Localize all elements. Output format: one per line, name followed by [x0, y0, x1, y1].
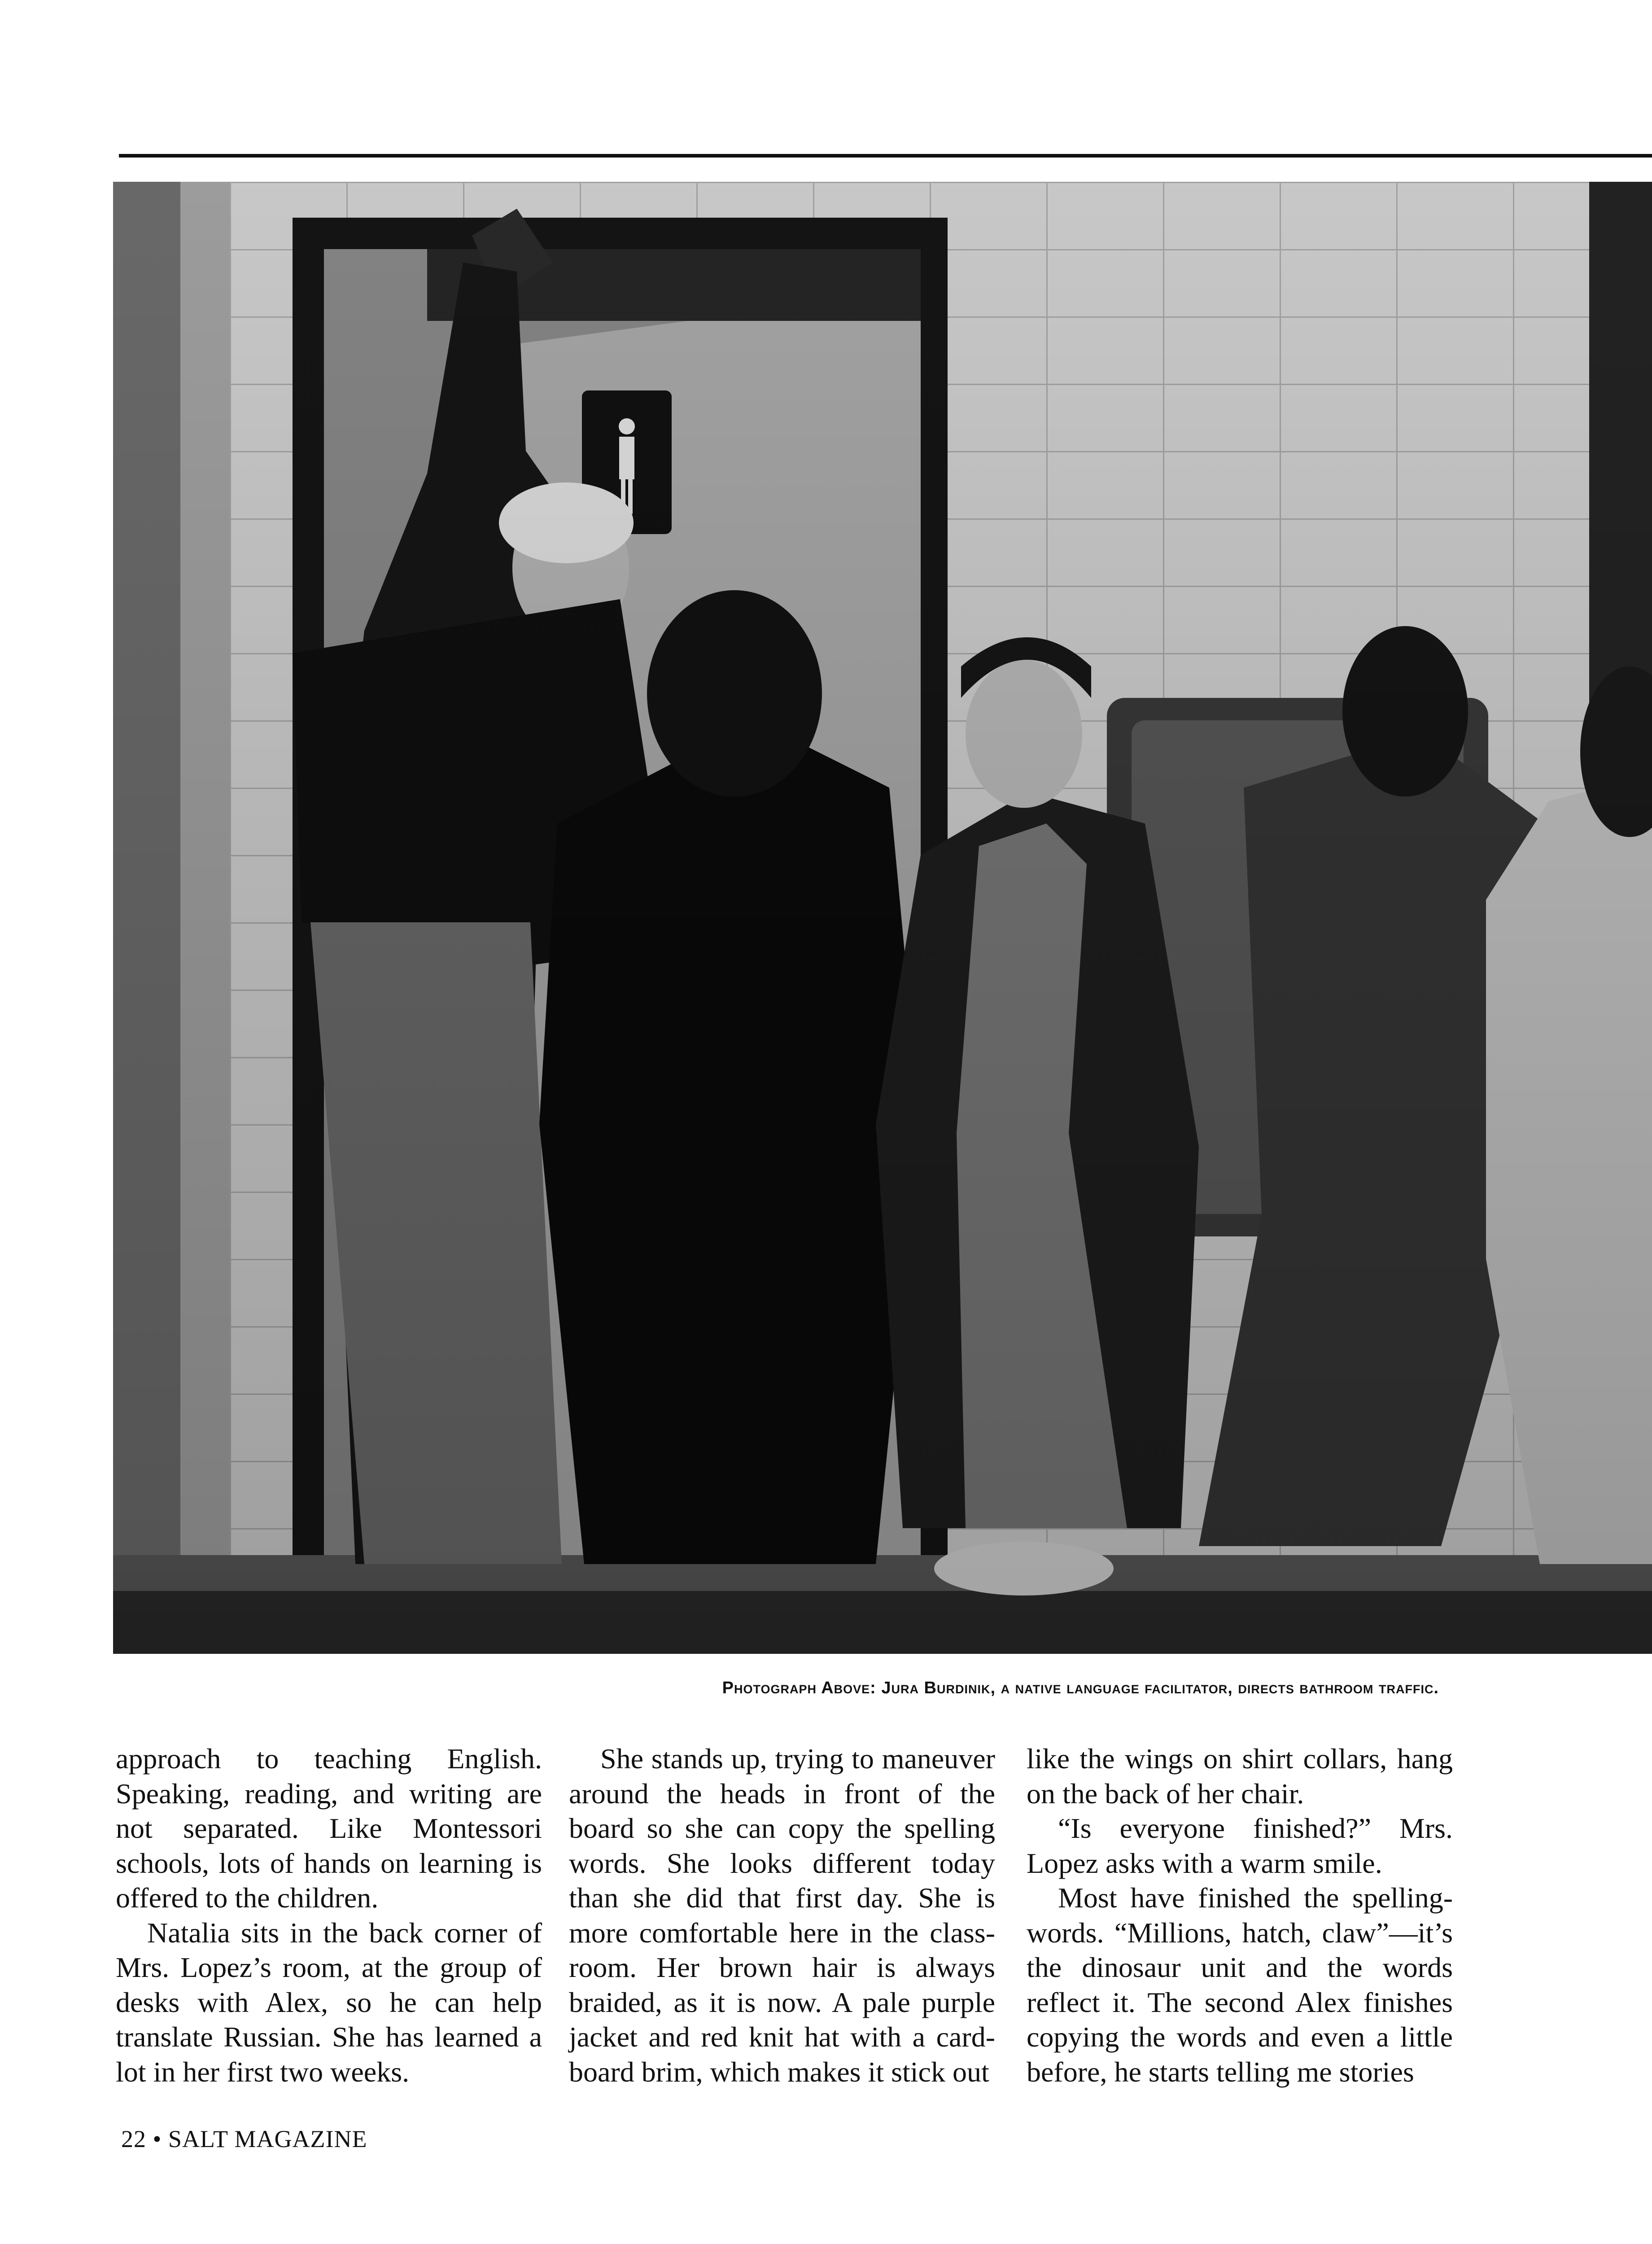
- photo-caption: Photograph Above: Jura Burdinik, a native language facilitator, directs bathroom traffic.: [722, 1679, 1439, 1697]
- article-column-1: [116, 1741, 542, 2089]
- article-body: [116, 1741, 1453, 2127]
- paragraph: approach to teaching English. Speaking, reading, and writing are not separated. Like Montessori schools, lots of hands on learning is offered to the children.: [116, 1743, 542, 1914]
- article-column-2: [569, 1741, 995, 2089]
- page-folio: 22 • SALT MAGAZINE: [121, 2126, 367, 2152]
- paragraph: She stands up, trying to maneuver around the heads in front of the board so she can copy the spelling words. She looks different today than she did that first day. She is more comfortable here in the classroom. Her brown hair is always braided, as it is now. A pale purple jacket and red knit hat with a cardboard brim, which makes it stick out: [569, 1743, 995, 2088]
- paragraph: like the wings on shirt collars, hang on the back of her chair.: [1027, 1743, 1453, 1810]
- paragraph: Most have finished the spelling-words. “Millions, hatch, claw”—it’s the dinosaur unit and the words reflect it. The second Alex finishes copying the words and even a little before, he starts telling me stories: [1027, 1882, 1453, 2088]
- article-column-3: [1027, 1741, 1453, 2089]
- paragraph: “Is everyone finished?” Mrs. Lopez asks with a warm smile.: [1027, 1812, 1453, 1879]
- hallway-photograph: [113, 182, 1652, 1654]
- paragraph: Natalia sits in the back corner of Mrs. Lopez’s room, at the group of desks with Alex, so he can help translate Russian. She has learned a lot in her first two weeks.: [116, 1916, 542, 2088]
- header-rule: [119, 154, 1652, 158]
